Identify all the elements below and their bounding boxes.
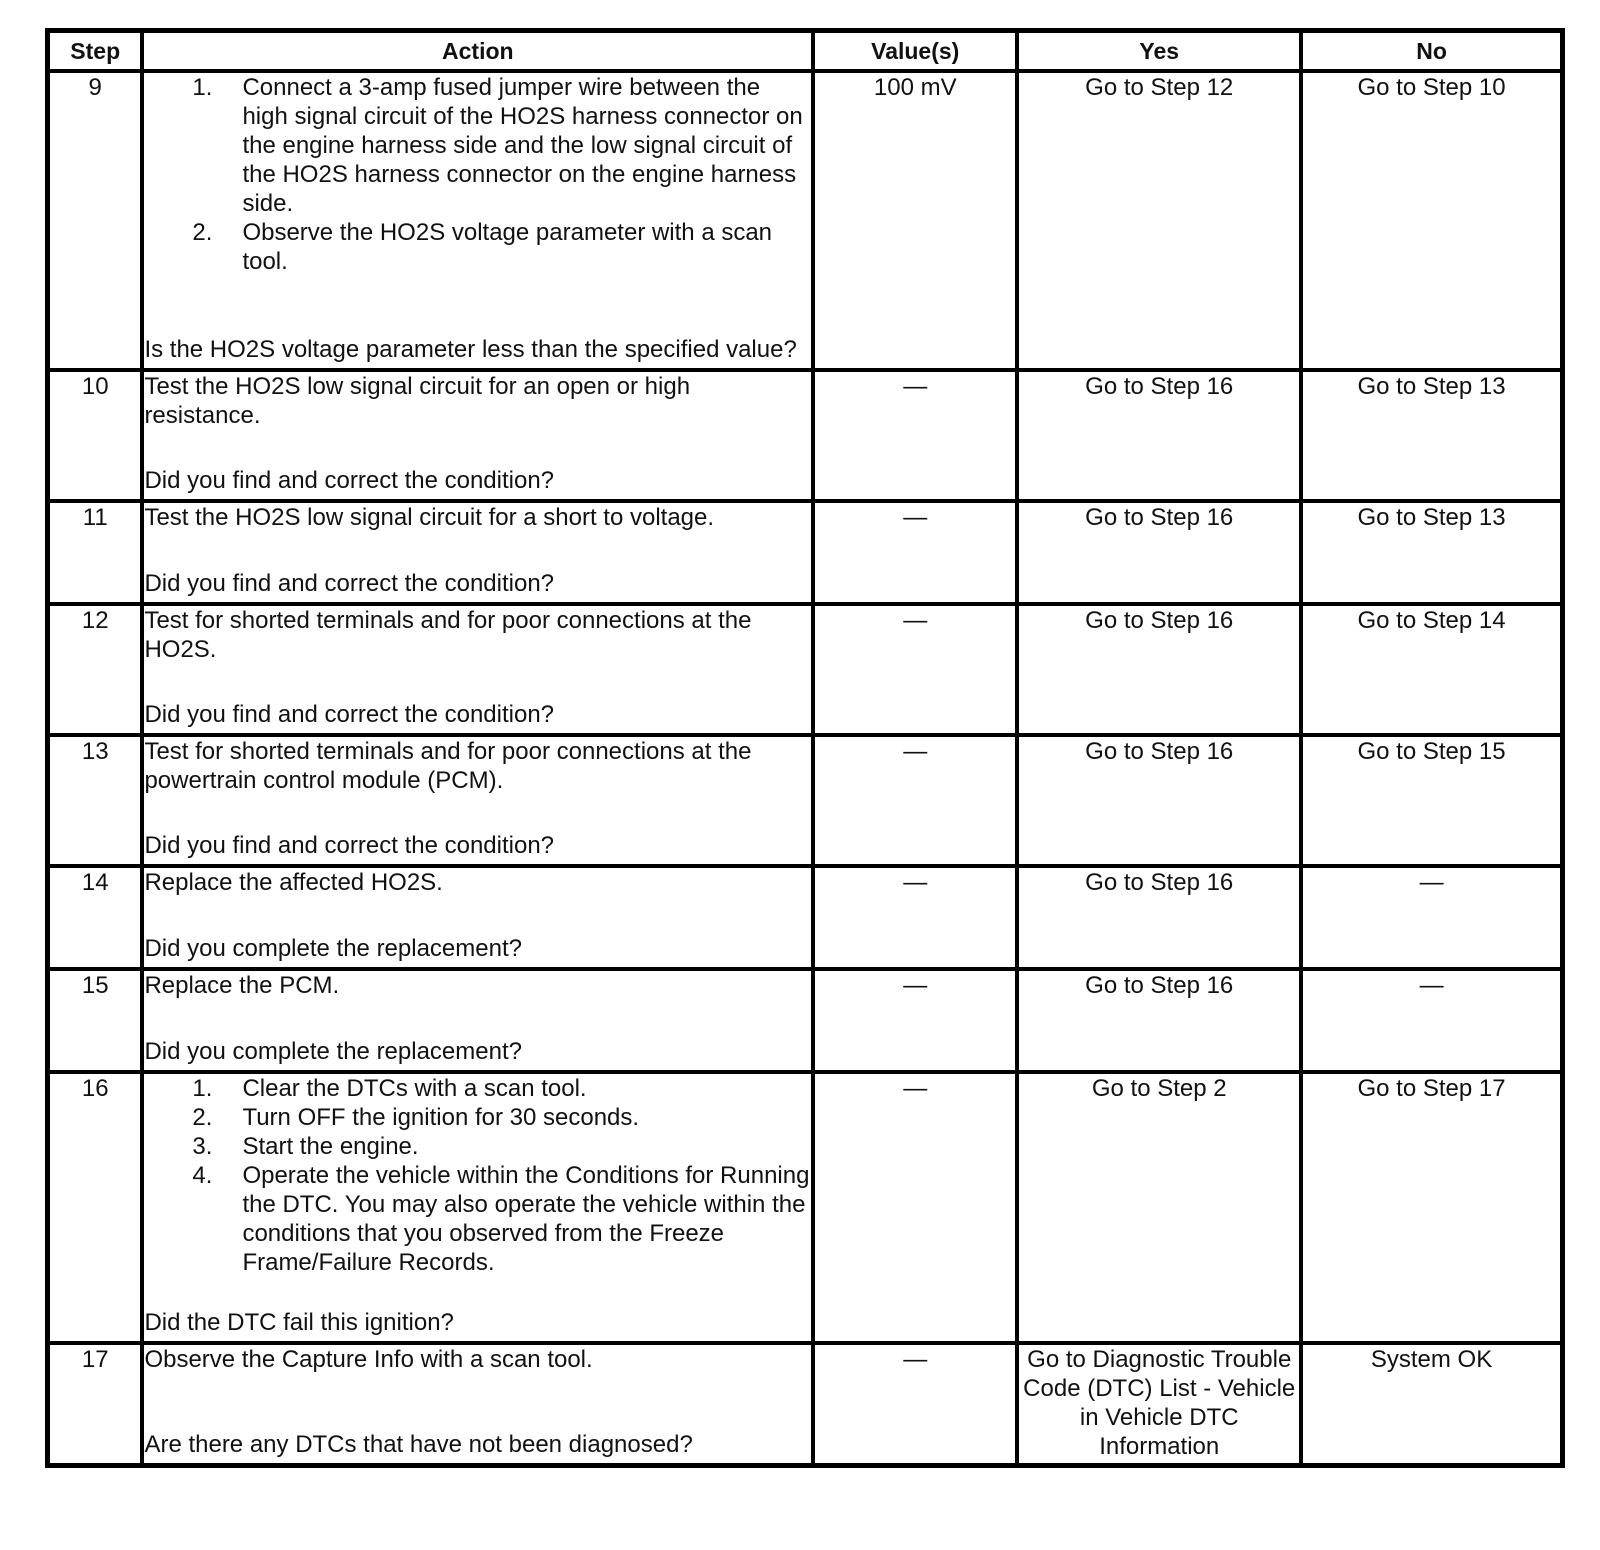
header-yes: Yes	[1017, 31, 1301, 72]
action-question: Did you find and correct the condition?	[144, 832, 555, 859]
action-steps-list	[144, 73, 811, 276]
action-step-number: 4.	[192, 1162, 213, 1189]
action-cell	[142, 501, 813, 604]
action-question: Are there any DTCs that have not been diagnosed?	[144, 1431, 693, 1458]
step-number: 17	[48, 1343, 143, 1465]
action-step-item	[144, 1161, 811, 1277]
action-cell	[142, 370, 813, 501]
step-number: 15	[48, 969, 143, 1072]
action-step-text: Turn OFF the ignition for 30 seconds.	[242, 1104, 640, 1131]
no-result: System OK	[1301, 1343, 1562, 1465]
action-text: Test for shorted terminals and for poor connections at the HO2S.	[144, 607, 752, 663]
action-step-number: 1.	[192, 74, 213, 101]
action-step-text: Clear the DTCs with a scan tool.	[242, 1075, 587, 1102]
action-question: Did you find and correct the condition?	[144, 467, 555, 494]
action-cell	[142, 604, 813, 735]
step-number: 10	[48, 370, 143, 501]
yes-result: Go to Step 16	[1017, 604, 1301, 735]
step-number: 9	[48, 71, 143, 370]
header-values: Value(s)	[813, 31, 1017, 72]
action-step-text: Observe the HO2S voltage parameter with a scan tool.	[242, 219, 773, 275]
diagnostic-table	[45, 28, 1565, 1468]
table-row	[48, 501, 1563, 604]
action-question: Did you complete the replacement?	[144, 935, 522, 962]
action-text: Replace the affected HO2S.	[144, 869, 443, 896]
no-result: Go to Step 17	[1301, 1072, 1562, 1343]
action-step-number: 3.	[192, 1133, 213, 1160]
value-cell: —	[813, 604, 1017, 735]
header-step: Step	[48, 31, 143, 72]
action-cell	[142, 735, 813, 866]
action-step-item	[144, 218, 811, 276]
action-step-item	[144, 1103, 811, 1132]
step-number: 13	[48, 735, 143, 866]
value-cell: —	[813, 1343, 1017, 1465]
table-row	[48, 71, 1563, 370]
yes-result: Go to Step 16	[1017, 501, 1301, 604]
value-cell: —	[813, 866, 1017, 969]
no-result: Go to Step 15	[1301, 735, 1562, 866]
yes-result: Go to Step 2	[1017, 1072, 1301, 1343]
yes-result: Go to Step 16	[1017, 735, 1301, 866]
no-result: Go to Step 13	[1301, 501, 1562, 604]
table-row	[48, 604, 1563, 735]
action-text: Test for shorted terminals and for poor connections at the powertrain control module (PCM).	[144, 738, 752, 794]
table-row	[48, 1072, 1563, 1343]
no-result: Go to Step 10	[1301, 71, 1562, 370]
yes-result: Go to Step 16	[1017, 370, 1301, 501]
table-row	[48, 866, 1563, 969]
action-cell	[142, 71, 813, 370]
no-result: Go to Step 13	[1301, 370, 1562, 501]
action-step-item	[144, 1074, 811, 1103]
value-cell: —	[813, 735, 1017, 866]
no-result: —	[1301, 866, 1562, 969]
action-step-number: 2.	[192, 1104, 213, 1131]
table-row	[48, 1343, 1563, 1465]
table-row	[48, 370, 1563, 501]
action-text: Observe the Capture Info with a scan tool.	[144, 1346, 593, 1373]
action-cell	[142, 866, 813, 969]
action-text: Test the HO2S low signal circuit for an open or high resistance.	[144, 373, 691, 429]
action-steps-list	[144, 1074, 811, 1277]
action-step-text: Start the engine.	[242, 1133, 419, 1160]
action-text: Test the HO2S low signal circuit for a short to voltage.	[144, 504, 715, 531]
action-step-number: 2.	[192, 219, 213, 246]
action-question: Did you find and correct the condition?	[144, 570, 555, 597]
action-cell	[142, 969, 813, 1072]
action-cell	[142, 1343, 813, 1465]
table-row	[48, 735, 1563, 866]
value-cell: —	[813, 501, 1017, 604]
action-step-text: Operate the vehicle within the Conditions for Running the DTC. You may also operate the vehicle within the conditions that you observed from the Freeze Frame/Failure Records.	[242, 1162, 810, 1276]
action-step-number: 1.	[192, 1075, 213, 1102]
yes-result: Go to Step 16	[1017, 969, 1301, 1072]
action-question: Did you complete the replacement?	[144, 1038, 522, 1065]
table-row	[48, 969, 1563, 1072]
action-step-text: Connect a 3-amp fused jumper wire between the high signal circuit of the HO2S harness connector on the engine harness side and the low signal circuit of the HO2S harness connector on the engine harness side.	[242, 74, 803, 217]
action-step-item	[144, 1132, 811, 1161]
header-row	[48, 31, 1563, 72]
yes-result: Go to Step 16	[1017, 866, 1301, 969]
action-step-item	[144, 73, 811, 218]
action-question: Did you find and correct the condition?	[144, 701, 555, 728]
yes-result: Go to Step 12	[1017, 71, 1301, 370]
action-question: Is the HO2S voltage parameter less than the specified value?	[144, 336, 797, 363]
value-cell: —	[813, 1072, 1017, 1343]
action-question: Did the DTC fail this ignition?	[144, 1309, 454, 1336]
step-number: 12	[48, 604, 143, 735]
no-result: Go to Step 14	[1301, 604, 1562, 735]
no-result: —	[1301, 969, 1562, 1072]
value-cell: —	[813, 969, 1017, 1072]
step-number: 11	[48, 501, 143, 604]
action-cell	[142, 1072, 813, 1343]
step-number: 14	[48, 866, 143, 969]
header-action: Action	[142, 31, 813, 72]
yes-result: Go to Diagnostic Trouble Code (DTC) List - Vehicle in Vehicle DTC Information	[1017, 1343, 1301, 1465]
step-number: 16	[48, 1072, 143, 1343]
action-text: Replace the PCM.	[144, 972, 340, 999]
header-no: No	[1301, 31, 1562, 72]
value-cell: —	[813, 370, 1017, 501]
value-cell: 100 mV	[813, 71, 1017, 370]
